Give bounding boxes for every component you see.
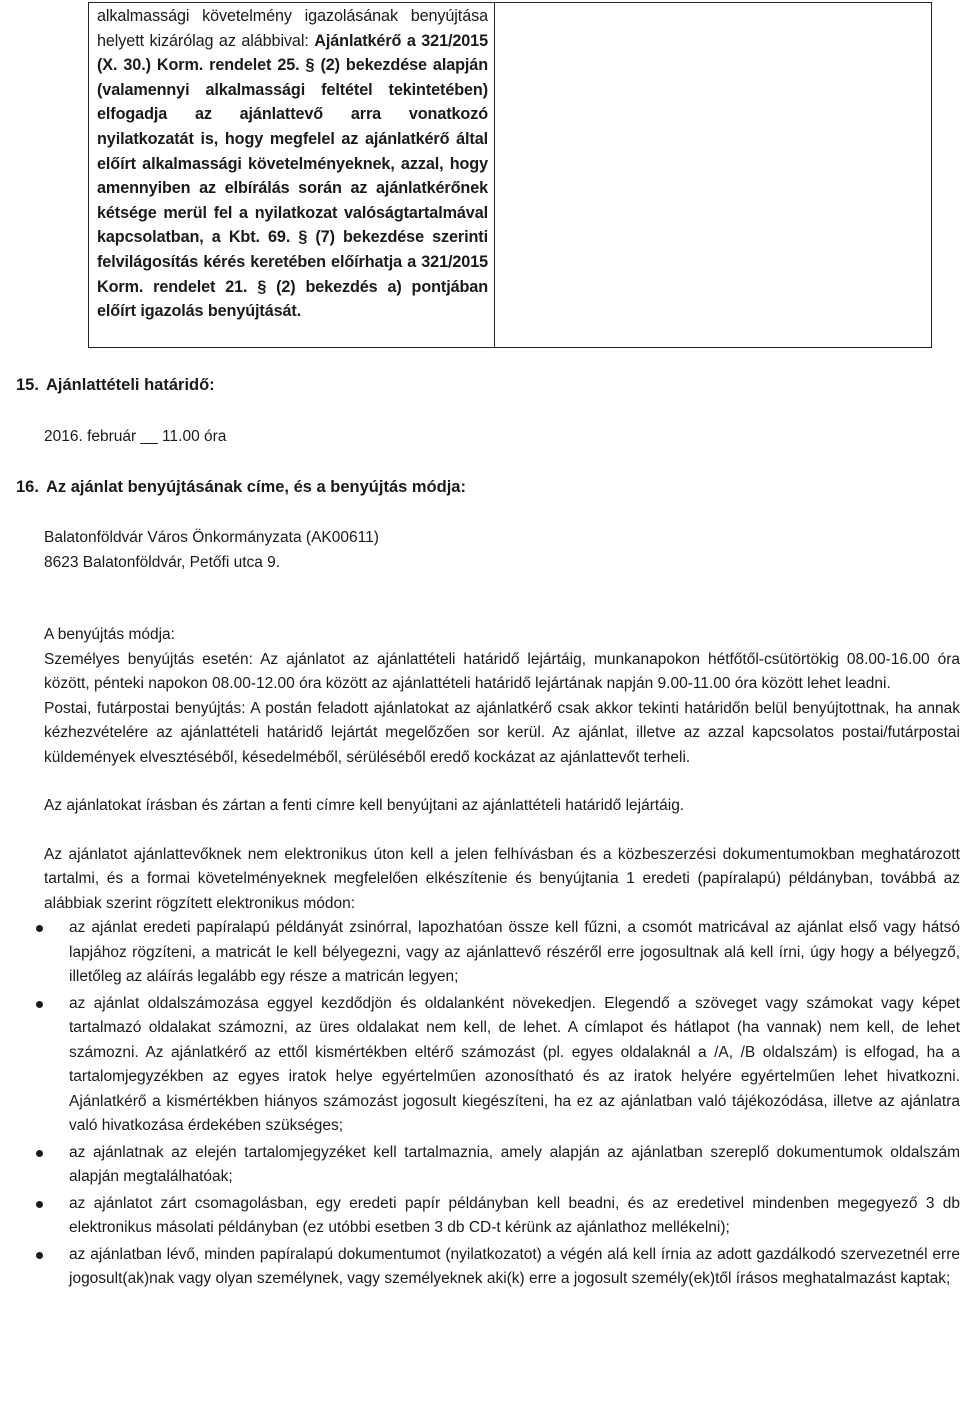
bullet-icon [36, 1252, 43, 1259]
section-16-heading [16, 478, 466, 497]
section-16-title: Az ajánlat benyújtásának címe, és a benyújtás módja: [45, 478, 466, 496]
table-cell-left [89, 3, 495, 347]
list-item: az ajánlatban lévő, minden papíralapú dokumentumot (nyilatkozatot) a végén alá kell írnia az adott gazdálkodó szervezetnél erre jogosult(ak)nak vagy olyan személynek, vagy személyeknek aki(k) erre a jogosult személy(ek)től írásos meghatalmazást kaptak; [0, 1243, 960, 1292]
written-submission: Az ajánlatokat írásban és zártan a fenti címre kell benyújtani az ajánlattételi határidő lejártáig. [44, 797, 685, 814]
section-15-title: Ajánlattételi határidő: [45, 376, 215, 394]
list-item: az ajánlatot zárt csomagolásban, egy eredeti papír példányban kell beadni, és az eredetivel mindenben megegyező 3 db elektronikus másolati példányban (ez utóbbi esetben 3 db CD-t kérünk az ajánlathoz mellékelni); [0, 1192, 960, 1241]
bullet-icon [36, 925, 43, 932]
section-15-number: 15. [16, 376, 39, 394]
list-item: az ajánlatnak az elején tartalomjegyzéket kell tartalmaznia, amely alapján az ajánlatban szereplő dokumentumok oldalszám alapján megtalálhatóak; [0, 1141, 960, 1190]
deadline-text: 2016. február __ 11.00 óra [44, 428, 227, 445]
format-bullet-list [0, 916, 960, 1292]
format-intro: Az ajánlatot ajánlattevőknek nem elektronikus úton kell a jelen felhívásban és a közbeszerzési dokumentumokban meghatározott tartalmi, és a formai követelményeknek megfelelően elkészítenie és benyújtania 1 eredeti (papíralapú) példányban, továbbá az alábbiak szerint rögzített elektronikus módon: [44, 845, 960, 912]
list-item: az ajánlat eredeti papíralapú példányát zsinórral, lapozhatóan össze kell fűzni, a csomót matricával az ajánlat első vagy hátsó lapjához rögzíteni, a matricát le kell bélyegezni, vagy az ajánlattevő részéről erre jogosultnak alá kell írni, úgy hogy a bélyegző, illetőleg az aláírás legalább egy része a matricán legyen; [0, 916, 960, 990]
section-16-number: 16. [16, 478, 39, 496]
section-15-heading [16, 376, 215, 395]
cell-bold-text: Ajánlatkérő a 321/2015 (X. 30.) Korm. rendelet 25. § (2) bekezdése alapján (valamennyi alkalmassági feltétel tekintetében) elfogadja az ajánlattevő arra vonatkozó nyilatkozatát is, hogy megfelel az ajánlatkérő által előírt alkalmassági követelményeknek, azzal, hogy amennyiben az elbírálás során az ajánlatkérőnek kétsége merül fel a nyilatkozat valóságtartalmával kapcsolatban, a Kbt. 69. § (7) bekezdése szerinti felvilágosítás kérés keretében előírhatja a 321/2015 Korm. rendelet 21. § (2) bekezdés a) pontjában előírt igazolás benyújtását. [97, 31, 488, 321]
bullet-icon [36, 1150, 43, 1157]
section-16-body [44, 526, 960, 1294]
address-line-1: Balatonföldvár Város Önkormányzata (AK00611) [44, 529, 379, 546]
bullet-icon [36, 1001, 43, 1008]
bullet-icon [36, 1201, 43, 1208]
personal-submission: Személyes benyújtás esetén: Az ajánlatot az ajánlattételi határidő lejártáig, munkanapokon hétfőtől-csütörtökig 08.00-16.00 óra között, pénteki napokon 08.00-12.00 óra között az ajánlattételi határidő lejártának napján 9.00-11.00 óra között lehet leadni. [44, 650, 960, 692]
mode-label: A benyújtás módja: [44, 626, 175, 643]
requirements-table [88, 2, 932, 348]
cell-intro-text: alkalmassági követelmény igazolásának benyújtása helyett kizárólag az alábbival: [97, 7, 488, 50]
address-line-2: 8623 Balatonföldvár, Petőfi utca 9. [44, 553, 281, 571]
list-item: az ajánlat oldalszámozása eggyel kezdődjön és oldalanként növekedjen. Elegendő a szöveget vagy számokat vagy képet tartalmazó oldalakat számozni, az üres oldalakat nem kell, de lehet. A címlapot és hátlapot (ha vannak) nem kell, de lehet számozni. Az ajánlatkérő az ettől kismértékben eltérő számozást (pl. egyes oldalaknál a /A, /B oldalszám) is elfogad, ha a tartalomjegyzékben az egyes iratok helye egyértelműen azonosítható és az iratok helyére egyértelműen lehet hivatkozni. Ajánlatkérő a kismértékben hiányos számozást jogosult kiegészíteni, ha ez az ajánlatban való tájékozódása, illetve az ajánlatra való hivatkozása érdekében szükséges; [0, 992, 960, 1139]
table-cell-right [495, 3, 931, 347]
postal-submission: Postai, futárpostai benyújtás: A postán feladott ajánlatokat az ajánlatkérő csak akkor tekinti határidőn belül benyújtottnak, ha annak kézhezvételére az ajánlattételi határidő lejártát megelőzően sor kerül. Az ajánlat, illetve az azzal kapcsolatos postai/futárpostai küldemények elvesztéséből, késedelméből, sérüléséből eredő kockázat az ajánlattevőt terheli. [44, 699, 960, 766]
